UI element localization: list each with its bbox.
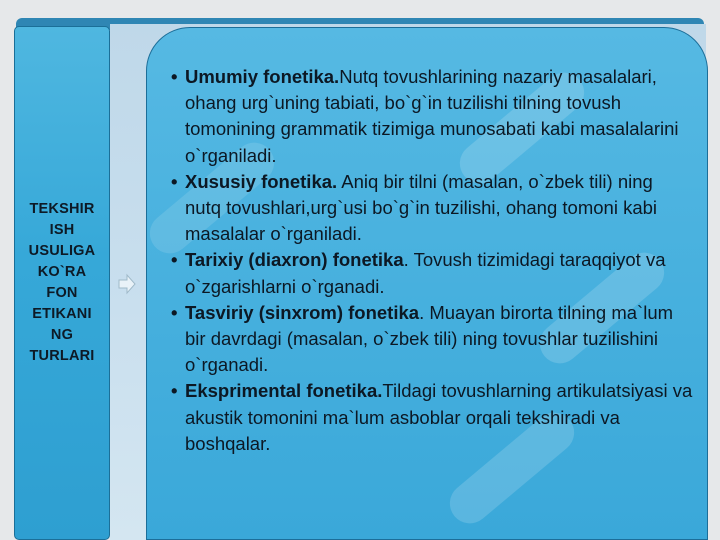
category-panel — [14, 26, 110, 540]
category-title-line: TEKSHIR — [29, 201, 95, 217]
item-heading: Tarixiy (diaxron) fonetika — [185, 249, 404, 271]
content-panel — [146, 27, 708, 540]
arrow-right-icon — [117, 273, 137, 295]
category-title-line: TURLARI — [29, 348, 95, 364]
category-title-line: NG — [50, 327, 74, 343]
category-title-line: KO`RA — [37, 264, 87, 280]
list-item — [173, 169, 693, 248]
item-heading: Umumiy fonetika. — [185, 66, 340, 87]
list-item — [173, 378, 693, 457]
item-heading: Tasviriy (sinxrom) fonetika — [185, 301, 420, 323]
category-title-line: FON — [46, 285, 78, 301]
category-title-line: ETIKANI — [32, 306, 92, 322]
item-description: Aniq bir tilni (masalan, o`zbek tili) ning nutq tovushlari,urg`usi bo`g`in tuzilishi, ohang tomoni kabi masalalar o`rganiladi. — [185, 170, 658, 245]
list-item — [173, 247, 693, 299]
item-heading: Eksprimental fonetika. — [185, 380, 383, 402]
item-description: Nutq tovushlarining nazariy masalalari, ohang urg`uning tabiati, bo`g`in tuzilishi tilning tovush tomonining grammatik tizimiga munosabati kabi masalalarini o`rganiladi. — [185, 66, 679, 166]
phonetics-types-list — [173, 64, 693, 457]
category-title-line: ISH — [49, 222, 75, 238]
item-description: . Tovush tizimidagi taraqqiyot va o`zgarishlarni o`rganadi. — [185, 249, 666, 297]
list-item — [173, 300, 693, 379]
item-description: Tildagi tovushlarning artikulatsiyasi va akustik tomonini ma`lum asboblar orqali tekshiradi va boshqalar. — [185, 380, 693, 454]
list-item — [173, 64, 693, 169]
category-title — [17, 199, 107, 367]
item-description: . Muayan birorta tilning ma`lum bir davrdagi (masalan, o`zbek tili) ning tovushlar tuzilishini o`rganadi. — [185, 301, 674, 376]
item-heading: Xususiy fonetika. — [185, 170, 338, 192]
category-title-line: USULIGA — [28, 243, 96, 259]
